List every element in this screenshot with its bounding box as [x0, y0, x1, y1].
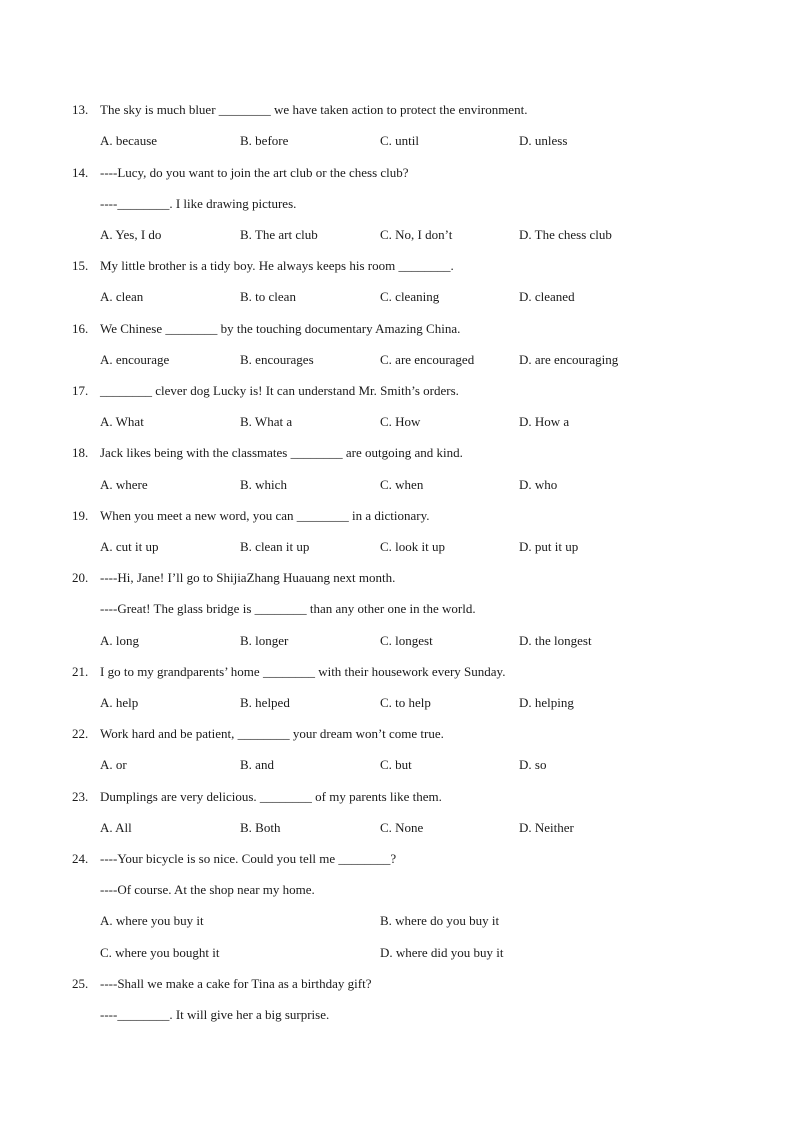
option-d: D. cleaned	[519, 289, 575, 304]
option-a: A. long	[100, 633, 139, 648]
option-a: A. where you buy it	[100, 913, 204, 928]
dialogue-reply: ----Great! The glass bridge is ________ than any other one in the world.	[100, 601, 476, 616]
option-b: B. and	[240, 757, 274, 772]
question-stem: We Chinese ________ by the touching documentary Amazing China.	[100, 321, 461, 336]
question-number: 17.	[72, 383, 89, 398]
question-stem: My little brother is a tidy boy. He always keeps his room ________.	[100, 258, 454, 273]
question-number: 22.	[72, 726, 89, 741]
option-b: B. What a	[240, 414, 293, 429]
option-d: D. are encouraging	[519, 352, 619, 367]
question-stem: Work hard and be patient, ________ your dream won’t come true.	[100, 726, 444, 741]
option-a: A. All	[100, 820, 132, 835]
option-a: A. cut it up	[100, 539, 159, 554]
option-b: B. encourages	[240, 352, 314, 367]
option-d: D. helping	[519, 695, 574, 710]
option-b: B. helped	[240, 695, 290, 710]
option-a: A. where	[100, 477, 148, 492]
question-stem: ----Hi, Jane! I’ll go to ShijiaZhang Huauang next month.	[100, 570, 396, 585]
option-c: C. How	[380, 414, 421, 429]
question-stem: ----Lucy, do you want to join the art club or the chess club?	[100, 165, 409, 180]
option-c: C. None	[380, 820, 424, 835]
question-number: 15.	[72, 258, 89, 273]
option-d: D. put it up	[519, 539, 579, 554]
option-b: B. longer	[240, 633, 289, 648]
question-number: 20.	[72, 570, 89, 585]
option-b: B. Both	[240, 820, 281, 835]
question-stem: The sky is much bluer ________ we have taken action to protect the environment.	[100, 102, 528, 117]
option-c: C. longest	[380, 633, 433, 648]
option-a: A. What	[100, 414, 144, 429]
question-number: 19.	[72, 508, 89, 523]
option-c: C. look it up	[380, 539, 446, 554]
option-b: B. which	[240, 477, 287, 492]
option-a: A. Yes, I do	[100, 227, 162, 242]
option-d: D. The chess club	[519, 227, 612, 242]
question-stem: ________ clever dog Lucky is! It can understand Mr. Smith’s orders.	[100, 383, 459, 398]
option-c: C. to help	[380, 695, 431, 710]
option-d: D. the longest	[519, 633, 592, 648]
question-number: 14.	[72, 165, 89, 180]
option-a: A. or	[100, 757, 127, 772]
question-number: 21.	[72, 664, 89, 679]
option-c: C. but	[380, 757, 412, 772]
option-b: B. clean it up	[240, 539, 310, 554]
question-stem: I go to my grandparents’ home ________ with their housework every Sunday.	[100, 664, 506, 679]
option-b: B. before	[240, 133, 289, 148]
option-b: B. The art club	[240, 227, 318, 242]
option-a: A. because	[100, 133, 158, 148]
option-c: C. where you bought it	[100, 945, 220, 960]
option-c: C. are encouraged	[380, 352, 475, 367]
dialogue-reply: ----________. It will give her a big surprise.	[100, 1007, 330, 1022]
dialogue-reply: ----Of course. At the shop near my home.	[100, 882, 315, 897]
option-d: D. who	[519, 477, 558, 492]
question-number: 24.	[72, 851, 89, 866]
option-c: C. No, I don’t	[380, 227, 453, 242]
question-number: 13.	[72, 102, 89, 117]
option-a: A. help	[100, 695, 139, 710]
option-c: C. cleaning	[380, 289, 440, 304]
question-number: 16.	[72, 321, 89, 336]
question-number: 18.	[72, 445, 89, 460]
option-a: A. encourage	[100, 352, 170, 367]
option-c: C. until	[380, 133, 420, 148]
question-stem: ----Shall we make a cake for Tina as a birthday gift?	[100, 976, 372, 991]
question-stem: Jack likes being with the classmates ________ are outgoing and kind.	[100, 445, 463, 460]
dialogue-reply: ----________. I like drawing pictures.	[100, 196, 297, 211]
question-stem: Dumplings are very delicious. ________ of my parents like them.	[100, 789, 442, 804]
option-d: D. How a	[519, 414, 570, 429]
option-d: D. where did you buy it	[380, 945, 504, 960]
question-number: 25.	[72, 976, 89, 991]
question-number: 23.	[72, 789, 89, 804]
option-b: B. to clean	[240, 289, 296, 304]
option-b: B. where do you buy it	[380, 913, 500, 928]
option-d: D. unless	[519, 133, 568, 148]
question-stem: ----Your bicycle is so nice. Could you tell me ________?	[100, 851, 397, 866]
option-a: A. clean	[100, 289, 144, 304]
option-c: C. when	[380, 477, 424, 492]
option-d: D. Neither	[519, 820, 574, 835]
option-d: D. so	[519, 757, 547, 772]
question-stem: When you meet a new word, you can ________ in a dictionary.	[100, 508, 430, 523]
